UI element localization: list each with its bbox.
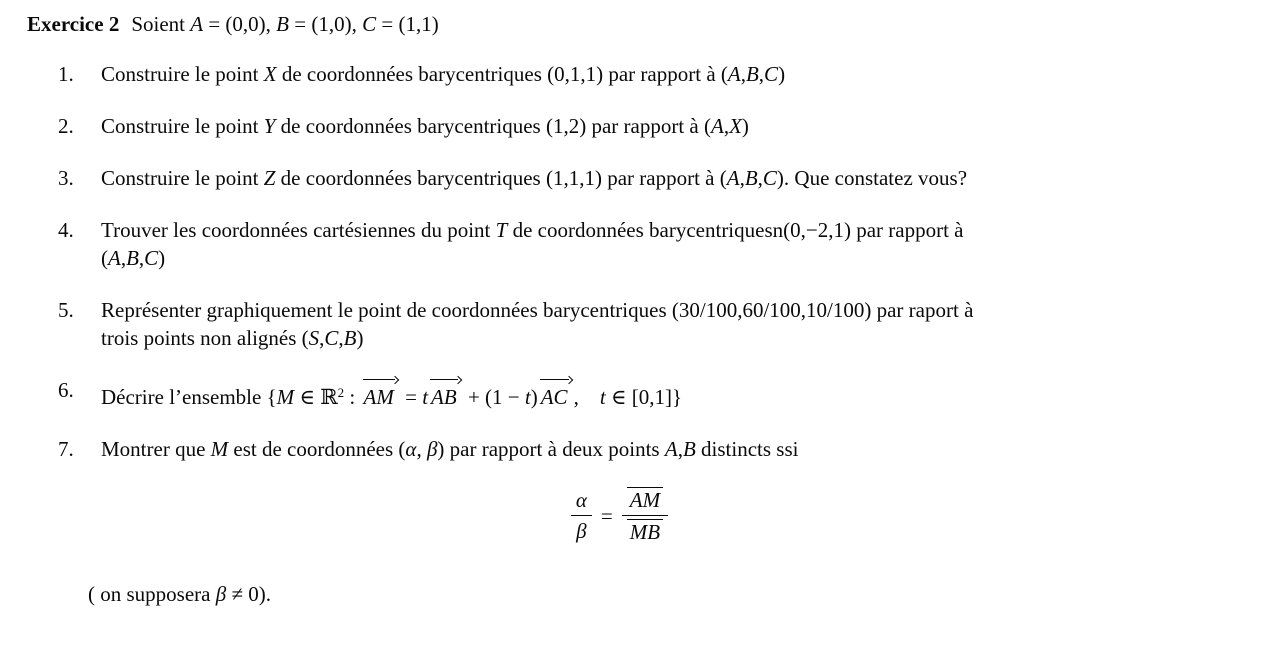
text-run: ) [530,385,538,409]
text-run: , [740,62,746,86]
equation-display [27,487,1212,544]
item-number: 3. [58,166,74,190]
text-run: Représenter graphiquement le point de coordonnées barycentriques (30/100,60/100,10/100) par raport à [101,298,974,322]
text-run: : [344,385,361,409]
item-number: 2. [58,114,74,138]
fraction-alpha-beta [571,488,592,543]
math-variable: A [108,246,121,270]
text-run: ) [778,62,786,86]
item-number: 7. [58,437,74,461]
fraction-numerator-alpha: α [571,488,592,516]
vector-notation: AB [429,376,461,411]
math-variable: Y [263,114,276,138]
text-run: de coordonnées barycentriques (1,2) par rapport à ( [275,114,711,138]
list-item [27,60,1233,88]
text-run: ) par rapport à deux points [437,437,665,461]
math-variable: M [210,437,229,461]
fraction-measures [622,487,668,544]
vector-notation: AC [539,376,572,411]
math-variable: B [745,62,759,86]
text-run: Trouver les coordonnées cartésiennes du point [101,218,496,242]
text-run: , [677,437,683,461]
math-variable: S [308,326,320,350]
list-item [27,164,1233,192]
text-run: Construire le point [101,114,264,138]
heading-text [131,12,438,36]
math-variable: B [276,12,289,36]
text-run: ( on supposera [88,582,216,606]
fraction-denominator-MB [622,516,668,544]
item-text [101,376,1233,411]
text-run: , [758,62,765,86]
item-text [101,112,1233,140]
text-run: , [573,385,600,409]
math-variable: A [664,437,678,461]
text-run: Décrire l’ensemble { [101,385,277,409]
text-run: Construire le point [101,62,264,86]
text-run: , [757,166,763,190]
math-variable: t [599,385,606,409]
text-run: , [739,166,745,190]
math-variable: C [324,326,339,350]
math-variable: t [524,385,531,409]
overline-MB: MB [627,519,663,543]
item-text [101,435,1233,463]
math-variable: A [190,12,204,36]
item-text [101,216,1233,272]
math-variable: X [263,62,277,86]
text-run: Montrer que [101,437,211,461]
superscript: 2 [337,385,345,400]
math-variable: β [426,437,438,461]
text-run: , [416,437,427,461]
text-run: de coordonnées barycentriquesn(0,−2,1) par rapport à [507,218,964,242]
text-run: , [120,246,127,270]
math-variable: A [711,114,724,138]
text-run: est de coordonnées ( [228,437,406,461]
text-run: + (1 − [462,385,525,409]
text-run: ( [101,246,108,270]
text-run: ∈ ℝ [294,385,338,409]
text-run: distincts ssi [695,437,799,461]
overline-AM: AM [627,487,663,511]
text-run: , [338,326,344,350]
text-run: de coordonnées barycentriques (0,1,1) par rapport à ( [276,62,728,86]
list-item [27,296,1233,352]
text-run: trois points non alignés ( [101,326,309,350]
exercise-list [27,60,1233,463]
text-run: , [319,326,325,350]
item-number: 1. [58,62,74,86]
math-variable: α [405,437,417,461]
text-run: ∈ [0,1]} [605,385,683,409]
item-number: 4. [58,218,74,242]
text-run: Construire le point [101,166,264,190]
text-run: , [723,114,730,138]
vector-notation: AM [362,376,398,411]
text-run: = (1,1) [376,12,439,36]
text-run: de coordonnées barycentriques (1,1,1) par rapport à ( [275,166,727,190]
text-run: ) [158,246,166,270]
math-variable: T [495,218,508,242]
list-item [27,216,1233,272]
exercise-heading [27,10,1233,38]
text-run: = (0,0), [203,12,277,36]
text-run: = (1,0), [289,12,363,36]
item-text [101,164,1233,192]
fraction-numerator-AM [622,487,668,516]
item-number: 5. [58,298,74,322]
math-variable: Z [263,166,276,190]
item-text [101,296,1233,352]
math-variable: C [762,166,777,190]
math-variable: B [126,246,139,270]
math-variable: B [682,437,696,461]
math-variable: X [729,114,742,138]
math-variable: B [744,166,758,190]
math-variable: C [764,62,779,86]
math-variable: C [144,246,159,270]
text-run: ). Que constatez vous? [776,166,968,190]
item-text [101,60,1233,88]
text-run: , [138,246,145,270]
fraction-denominator-beta: β [576,519,587,543]
item-number: 6. [58,378,74,402]
text-run: ≠ 0). [226,582,271,606]
math-variable: β [215,582,227,606]
list-item [27,435,1233,463]
math-variable: t [422,385,429,409]
math-variable: A [727,62,741,86]
math-variable: C [362,12,377,36]
assumption-note [88,580,1233,608]
math-variable: B [343,326,357,350]
math-variable: M [276,385,295,409]
equals-sign: = [600,503,613,528]
list-item [27,112,1233,140]
text-run: ) [741,114,749,138]
text-run: Soient [131,12,191,36]
math-variable: A [726,166,740,190]
list-item [27,376,1233,411]
text-run: ) [356,326,364,350]
exercise-label: Exercice 2 [27,12,120,36]
text-run: = [399,385,423,409]
